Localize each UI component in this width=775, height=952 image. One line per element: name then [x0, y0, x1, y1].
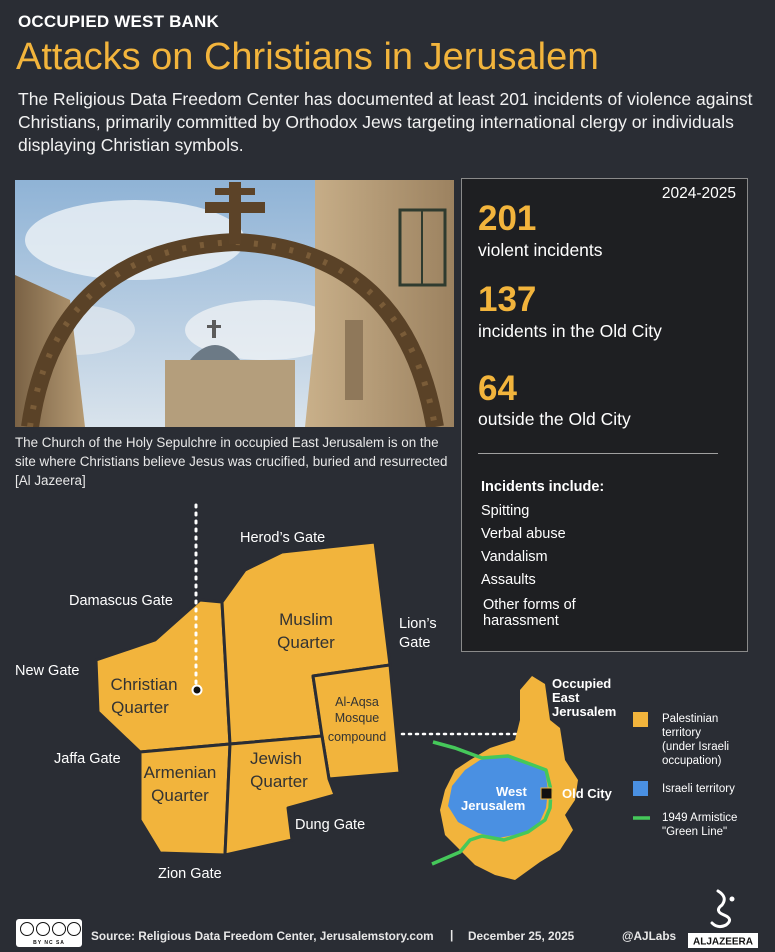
east-jerusalem-label-3: Jerusalem [552, 704, 617, 719]
photo-caption: The Church of the Holy Sepulchre in occupied East Jerusalem is on the site where Christians believe Jesus was crucified, buried and resurrected [Al Jazeera] [15, 435, 448, 488]
legend-label-green-line-2: "Green Line" [662, 826, 728, 838]
gate-label-lions: Lion’s [399, 616, 437, 632]
gate-label-lions-2: Gate [399, 635, 431, 651]
stat-label-total: violent incidents [478, 240, 603, 260]
stat-value-old-city: 137 [478, 280, 537, 319]
stats-divider [478, 453, 718, 454]
stats-period: 2024-2025 [661, 185, 736, 202]
quarter-label-christian-2: Quarter [111, 698, 169, 717]
aljazeera-logo [688, 883, 758, 949]
legend-label-palestinian: Palestinian [662, 713, 719, 725]
church-photo [15, 180, 454, 427]
incident-item: Verbal abuse [481, 526, 566, 542]
aqsa-label: Al-Aqsa [335, 695, 379, 709]
quarter-label-jewish-2: Quarter [250, 772, 308, 791]
stat-label-old-city: incidents in the Old City [478, 321, 662, 341]
aqsa-label-3: compound [327, 730, 387, 744]
legend-swatch-palestinian [633, 712, 648, 727]
footer [0, 915, 775, 952]
legend-label-palestinian-4: occupation) [662, 755, 722, 767]
by-icon [36, 922, 50, 936]
quarter-label-christian: Christian [110, 675, 178, 694]
maps-area [0, 490, 775, 910]
nc-icon [52, 922, 66, 936]
legend-label-green-line: 1949 Armistice [662, 812, 738, 824]
incident-item: Spitting [481, 503, 530, 519]
gate-label-zion: Zion Gate [158, 866, 222, 882]
legend-swatch-israeli [633, 781, 648, 796]
legend-label-palestinian-2: territory [662, 727, 701, 739]
incident-item: Other forms of harassment [483, 597, 576, 629]
stat-value-total: 201 [478, 199, 537, 238]
lede-paragraph: The Religious Data Freedom Center has documented at least 201 incidents of violence against Christians, primarily committed by Orthodox Jews targeting international clergy or individuals displaying Christian symbols. [18, 89, 753, 155]
ajlabs-handle: @AJLabs [622, 929, 677, 943]
legend-label-israeli: Israeli territory [662, 783, 735, 795]
east-jerusalem-label: Occupied [552, 676, 612, 691]
old-city-label: Old City [562, 786, 612, 801]
quarter-label-jewish: Jewish [250, 749, 302, 768]
page-title: Attacks on Christians in Jerusalem [16, 36, 599, 78]
gate-label-new: New Gate [15, 663, 80, 679]
old-city-marker [541, 788, 552, 799]
incident-item: Assaults [481, 572, 536, 588]
cc-license-badge [16, 919, 82, 947]
cc-license-text: BY NC SA [33, 940, 65, 946]
stat-label-outside: outside the Old City [478, 409, 631, 429]
east-jerusalem-label-2: East [552, 690, 580, 705]
stat-value-outside: 64 [478, 369, 517, 408]
aljazeera-wordmark: ALJAZEERA [692, 936, 754, 948]
gate-label-dung: Dung Gate [295, 817, 366, 833]
source-credit: Source: Religious Data Freedom Center, Jerusalemstory.com [91, 929, 434, 943]
gate-label-herods: Herod’s Gate [240, 530, 326, 546]
legend-label-palestinian-3: (under Israeli [662, 741, 730, 753]
west-jerusalem-label-2: Jerusalem [461, 798, 526, 813]
sa-icon [67, 922, 81, 936]
incidents-heading: Incidents include: [481, 479, 605, 495]
cc-icon [20, 922, 34, 936]
gate-label-jaffa: Jaffa Gate [54, 751, 121, 767]
church-location-marker [193, 686, 202, 695]
kicker: OCCUPIED WEST BANK [18, 12, 219, 31]
map-legend [633, 712, 737, 838]
quarter-label-muslim: Muslim [279, 610, 333, 629]
footer-separator: | [450, 928, 454, 942]
publish-date: December 25, 2025 [468, 929, 575, 943]
church-photo-illustration [15, 180, 454, 427]
incident-item: Vandalism [481, 549, 548, 565]
quarter-label-muslim-2: Quarter [277, 633, 335, 652]
quarter-label-armenian-2: Quarter [151, 786, 209, 805]
gate-label-damascus: Damascus Gate [69, 593, 173, 609]
west-jerusalem-label: West [496, 784, 527, 799]
aqsa-label-2: Mosque [334, 711, 380, 725]
quarter-label-armenian: Armenian [143, 763, 217, 782]
